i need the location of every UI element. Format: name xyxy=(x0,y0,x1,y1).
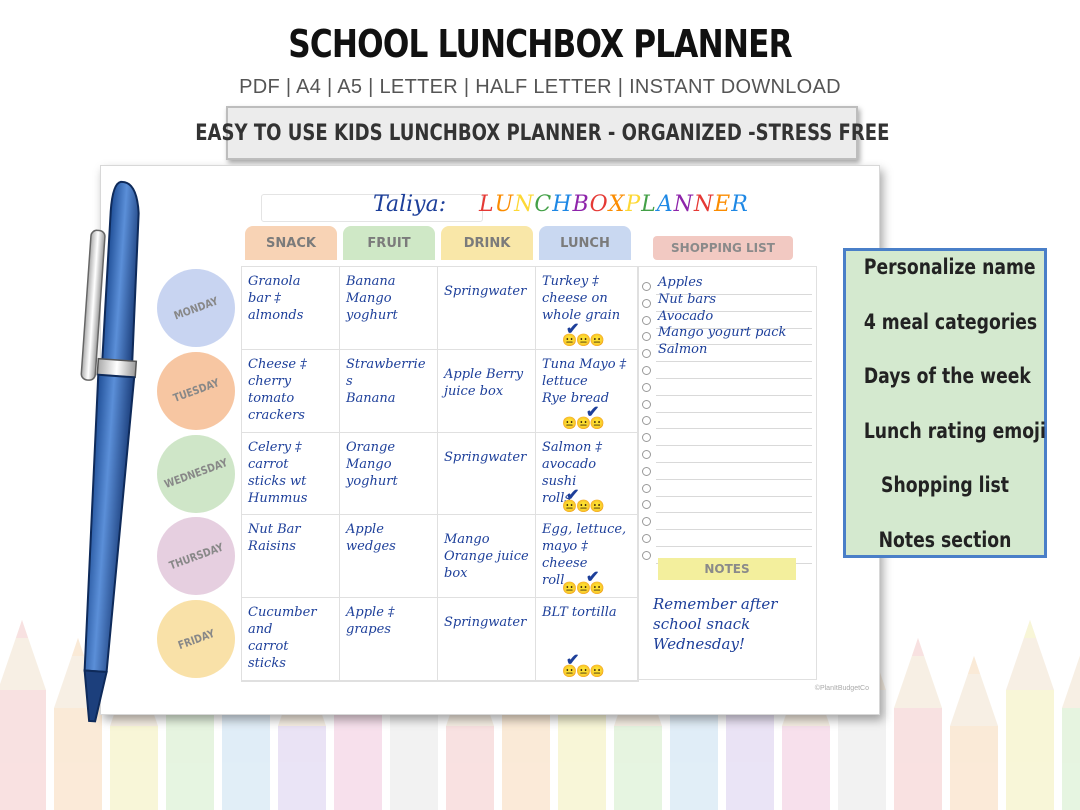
meal-cell-drink[interactable]: Mango Orange juice box xyxy=(438,515,536,598)
feature-item: Personalize name xyxy=(863,255,1036,279)
planner-title-letter: A xyxy=(656,192,674,217)
shopping-list-row[interactable] xyxy=(656,512,812,530)
planner-title-letter: X xyxy=(608,192,626,217)
checkbox-circle-icon[interactable] xyxy=(642,282,651,291)
pencil-shape xyxy=(950,656,998,810)
checkbox-circle-icon[interactable] xyxy=(642,467,651,476)
tagline-text: EASY TO USE KIDS LUNCHBOX PLANNER - ORGANIZED -STRESS FREE xyxy=(194,120,890,146)
shopping-list-row[interactable] xyxy=(656,445,812,463)
planner-title xyxy=(479,192,749,217)
planner-title-letter: U xyxy=(494,192,515,217)
checkbox-circle-icon[interactable] xyxy=(642,534,651,543)
meal-grid xyxy=(241,266,639,682)
lunch-rating-emoji[interactable]: 😐😐😐 xyxy=(562,581,604,596)
planner-title-letter: B xyxy=(572,192,590,217)
planner-title-letter: H xyxy=(552,192,573,217)
features-panel xyxy=(843,248,1047,558)
shopping-list-row[interactable] xyxy=(656,495,812,513)
checkbox-circle-icon[interactable] xyxy=(642,551,651,560)
lunch-rating-emoji[interactable]: 😐😐😐 xyxy=(562,664,604,679)
day-label: MONDAY xyxy=(172,294,220,322)
checkbox-circle-icon[interactable] xyxy=(642,517,651,526)
category-lunch: LUNCH xyxy=(539,226,631,260)
checkbox-circle-icon[interactable] xyxy=(642,416,651,425)
meal-cell-lunch[interactable]: Salmon ‡ avocado sushi rolls xyxy=(536,433,638,516)
meal-cell-snack[interactable]: Celery ‡ carrot sticks wt Hummus xyxy=(242,433,340,516)
meal-cell-fruit[interactable]: Orange Mango yoghurt xyxy=(340,433,438,516)
planner-title-letter: N xyxy=(693,192,715,217)
meal-cell-lunch[interactable]: Turkey ‡ cheese on whole grain xyxy=(536,267,638,350)
shopping-item: Nut bars xyxy=(658,291,717,307)
feature-item: Notes section xyxy=(878,527,1012,552)
meal-cell-fruit[interactable]: Apple wedges xyxy=(340,515,438,598)
checkbox-circle-icon[interactable] xyxy=(642,316,651,325)
category-drink: DRINK xyxy=(441,226,533,260)
day-label: FRIDAY xyxy=(175,626,217,652)
checkbox-circle-icon[interactable] xyxy=(642,332,651,341)
child-name: Taliya: xyxy=(373,192,447,217)
checkbox-circle-icon[interactable] xyxy=(642,299,651,308)
pencil-shape xyxy=(894,638,942,810)
shopping-list-row[interactable] xyxy=(656,411,812,429)
planner-title-letter: L xyxy=(479,192,495,217)
shopping-item: Avocado xyxy=(658,308,714,324)
meal-cell-lunch[interactable]: Tuna Mayo ‡ lettuce Rye bread xyxy=(536,350,638,433)
day-label: THURSDAY xyxy=(167,540,225,573)
notes-text: Remember after school snack Wednesday! xyxy=(653,595,778,653)
pen-icon xyxy=(30,170,140,730)
shopping-list-row[interactable] xyxy=(656,462,812,480)
shopping-item: Mango yogurt pack xyxy=(658,325,787,341)
lunch-rating-emoji[interactable]: 😐😐😐 xyxy=(562,415,604,430)
feature-item: Days of the week xyxy=(863,364,1031,388)
notes-header: NOTES xyxy=(658,558,796,580)
meal-cell-lunch[interactable]: Egg, lettuce, mayo ‡ cheese roll xyxy=(536,515,638,598)
lunch-rating-emoji[interactable]: 😐😐😐 xyxy=(562,498,604,513)
meal-cell-drink[interactable]: Springwater xyxy=(438,433,536,516)
name-field[interactable] xyxy=(261,194,483,222)
checkbox-circle-icon[interactable] xyxy=(642,450,651,459)
checkbox-circle-icon[interactable] xyxy=(642,400,651,409)
meal-cell-lunch[interactable]: BLT tortilla xyxy=(536,598,638,681)
planner-title-letter: C xyxy=(534,192,553,217)
day-label: TUESDAY xyxy=(171,376,221,406)
day-label: WEDNESDAY xyxy=(162,456,230,492)
meal-cell-snack[interactable]: Cucumber and carrot sticks xyxy=(242,598,340,681)
day-thursday xyxy=(157,517,235,595)
checkbox-circle-icon[interactable] xyxy=(642,500,651,509)
meal-cell-drink[interactable]: Apple Berry juice box xyxy=(438,350,536,433)
shopping-list-row[interactable] xyxy=(656,378,812,396)
meal-cell-snack[interactable]: Cheese ‡ cherry tomato crackers xyxy=(242,350,340,433)
planner-title-letter: N xyxy=(673,192,694,217)
meal-cell-snack[interactable]: Granola bar ‡ almonds xyxy=(242,267,340,350)
checkbox-circle-icon[interactable] xyxy=(642,349,651,358)
tagline-banner xyxy=(194,106,890,160)
planner-title-letter: L xyxy=(641,192,657,217)
page-subtitle: PDF | A4 | A5 | LETTER | HALF LETTER | INSTANT DOWNLOAD xyxy=(239,76,841,98)
shopping-list-row[interactable] xyxy=(656,344,812,362)
shopping-item: Salmon xyxy=(658,342,708,358)
planner-title-letter: P xyxy=(625,192,642,217)
planner-title-letter: E xyxy=(714,192,732,217)
checkbox-circle-icon[interactable] xyxy=(642,433,651,442)
day-friday xyxy=(157,600,235,678)
feature-item: Lunch rating emoji xyxy=(863,418,1046,443)
rating-checkmark: ✔ xyxy=(586,569,600,587)
checkbox-circle-icon[interactable] xyxy=(642,484,651,493)
pencil-shape xyxy=(1006,620,1054,810)
day-monday xyxy=(157,269,235,347)
shopping-list-row[interactable] xyxy=(656,479,812,497)
category-fruit: FRUIT xyxy=(343,226,435,260)
checkbox-circle-icon[interactable] xyxy=(642,383,651,392)
rating-checkmark: ✔ xyxy=(566,321,580,338)
checkbox-circle-icon[interactable] xyxy=(642,366,651,375)
copyright: ©PlanItBudgetCo xyxy=(814,685,869,692)
rating-checkmark: ✔ xyxy=(566,486,580,504)
meal-cell-fruit[interactable]: Apple ‡ grapes xyxy=(340,598,438,681)
rating-checkmark: ✔ xyxy=(586,403,600,421)
rating-checkmark: ✔ xyxy=(566,652,580,670)
meal-cell-fruit[interactable]: Strawberrie s Banana xyxy=(340,350,438,433)
pencil-shape xyxy=(1062,638,1080,810)
shopping-list-row[interactable] xyxy=(656,395,812,413)
planner-title-letter: N xyxy=(514,192,535,217)
planner-title-letter: R xyxy=(731,192,749,217)
planner-sheet xyxy=(100,165,880,715)
meal-cell-snack[interactable]: Nut Bar Raisins xyxy=(242,515,340,598)
meal-cell-fruit[interactable]: Banana Mango yoghurt xyxy=(340,267,438,350)
feature-item: 4 meal categories xyxy=(863,309,1038,334)
shopping-list-row[interactable] xyxy=(656,428,812,446)
meal-cell-drink[interactable]: Springwater xyxy=(438,267,536,350)
day-tuesday xyxy=(157,352,235,430)
shopping-list-row[interactable] xyxy=(656,529,812,547)
lunch-rating-emoji[interactable]: 😐😐😐 xyxy=(562,333,604,347)
category-snack: SNACK xyxy=(245,226,337,260)
day-wednesday xyxy=(157,435,235,513)
page-title: SCHOOL LUNCHBOX PLANNER xyxy=(288,22,792,66)
feature-item: Shopping list xyxy=(881,473,1009,497)
meal-cell-drink[interactable]: Springwater xyxy=(438,598,536,681)
shopping-item: Apples xyxy=(658,275,703,290)
shopping-list-row[interactable] xyxy=(656,361,812,379)
shopping-list-header: SHOPPING LIST xyxy=(653,236,793,260)
planner-title-letter: O xyxy=(589,192,609,217)
